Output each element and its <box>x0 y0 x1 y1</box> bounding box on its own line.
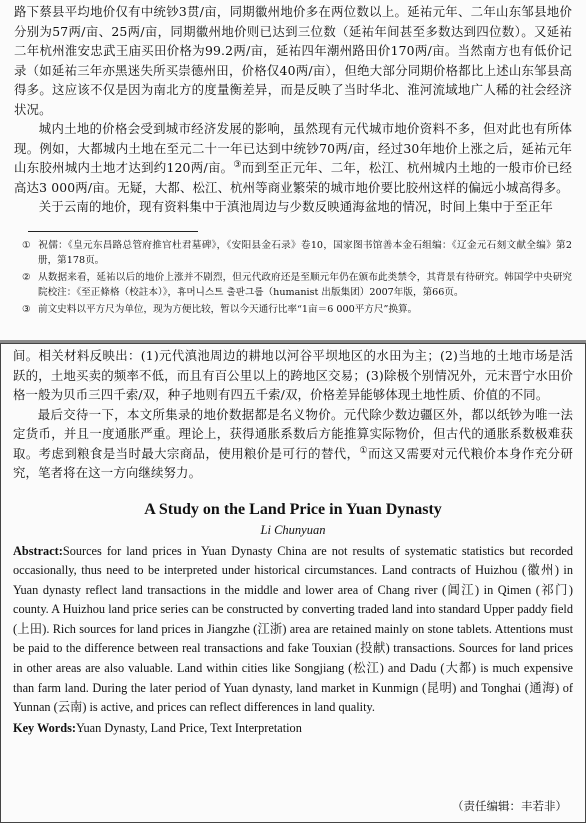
keywords <box>13 718 573 738</box>
abstract <box>13 542 573 718</box>
footnote-1 <box>14 238 572 268</box>
body-paragraph-1: 路下蔡县平均地价仅有中统钞3贯/亩，同期徽州地价多在两位数以上。延祐元年、二年山东邹县地价分别为57两/亩、25两/亩，同期徽州地价则已达到三位数（延祐年间甚至多数达到四位数）。又延祐二年杭州淮安忠武王庙买田价格为99.2两/亩，延祐四年潮州路田价170两/亩。当然南方也有低价记录（如延祐三年亦黑迷失所买崇德州田，价格仅40两/亩），但绝大部分同期价格都比上述山东邹县高得多。这应该不仅是因为南北方的度量衡差异，而是反映了当时华北、淮河流域地广人稀的社会经济状况。 <box>14 4 572 117</box>
footnote-text-2: 从数据来看，延祐以后的地价上涨并不剧烈，但元代政府还是至顺元年仍在颁布此类禁令，其背景有待研究。韩国学中央研究院校注：《至正條格（校註本）》，휴머니스트 출판그룹（humanist 出版集团）2007年版，第66页。 <box>38 271 572 298</box>
english-title: A Study on the Land Price in Yuan Dynasty <box>144 500 442 518</box>
footnote-3 <box>14 302 572 317</box>
footnote-ref-3[interactable]: ③ <box>233 159 242 170</box>
body-paragraph-5 <box>13 405 573 483</box>
footnote-text-1: 祝儒：《皇元东昌路总管府推官杜君墓碑》，《安阳县金石录》卷10，国家图书馆善本金石组编：《辽金元石刻文献全编》第2册，第178页。 <box>38 239 572 266</box>
paragraph-5-tail: 而这又需要对元代粮价本身作充分研究，笔者将在这一方向继续努力。 <box>13 445 574 480</box>
responsible-editor: （责任编辑：丰若非） <box>452 799 567 813</box>
abstract-label: Abstract: <box>13 543 63 558</box>
keywords-text: Yuan Dynasty, Land Price, Text Interpretation <box>75 720 302 735</box>
paragraph-2-tail: 而到至正元年、二年，松江、杭州城内土地的一般市价已经高达3 000两/亩。无疑，大都、松江、杭州等商业繁荣的城市地价要比胶州这样的偏远小城高得多。 <box>14 160 572 195</box>
footnote-divider <box>28 231 198 232</box>
page-top-sheet <box>0 0 586 340</box>
english-author: Li Chunyuan <box>260 522 326 537</box>
footnote-2 <box>14 270 572 300</box>
keywords-label: Key Words: <box>13 720 76 735</box>
paragraph-5-text: 最后交待一下，本文所集录的地价数据都是名义物价。元代除少数边疆区外，都以纸钞为唯一法定货币，并且一度通胀严重。理论上，获得通胀系数后方能推算实际物价，但古代的通胀系数极难获取。考虑到粮食是当时最大宗商品，使用粮价是可行的替代， <box>13 406 573 461</box>
body-paragraph-4: 间。相关材料反映出：(1)元代滇池周边的耕地以河谷平坝地区的水田为主；(2)当地的土地市场是活跃的，土地买卖的频率不低，而且有百公里以上的跨地区交易；(3)除极个别情况外，元末晋宁水田价格一般为贝币三四千索/双，种子地则有四五千索/双，价格差异能够体现土地性质、价值的不同。 <box>13 348 573 402</box>
page-bottom-sheet <box>0 343 586 823</box>
paragraph-2-text: 城内土地的价格会受到城市经济发展的影响，虽然现有元代城市地价资料不多，但对此也有所体现。例如，大都城内土地在至元二十一年已达到中统钞70两/亩，经过30年地价上涨之后，延祐元年山东胶州城内土地才达到约120两/亩。 <box>14 121 572 175</box>
body-paragraph-2 <box>14 119 572 197</box>
abstract-text: Sources for land prices in Yuan Dynasty China are not results of systematic statistics but recorded occasionally, thus need to be interpreted under historical circumstances. Land contracts of Huizhou (徽州) in Yuan dynasty reflect land transactions in the middle and lower area of Chang river (阊江) in Qimen (祁门) county. A Huizhou land price series can be constructed by converting traded land into standard Upper paddy field (上田). Rich sources for land prices in Jiangzhe (江浙) area are retained mainly on stone tablets. Attentions must be paid to the difference between real transactions and fake Touxian (投献) transactions. Sources for land prices in other areas are also valuable. Land within cities like Songjiang (松江) and Dadu (大都) is much expensive than farm land. During the later period of Yuan dynasty, land market in Kunmign (昆明) and Tonghai (通海) of Yunnan (云南) is active, and prices can reflect differences in land quality. <box>13 543 573 715</box>
footnote-text-3: 前文史料以平方尺为单位，现为方便比较，暂以今天通行比率“1亩＝6 000平方尺”换算。 <box>38 303 418 315</box>
body-paragraph-3: 关于云南的地价，现有资料集中于滇池周边与少数反映通海盆地的情况，时间上集中于至正年 <box>38 199 553 214</box>
footnote-ref-1[interactable]: ① <box>359 445 368 456</box>
footnote-mark-3: ③ <box>22 303 31 315</box>
footnote-mark-1: ① <box>22 239 31 251</box>
footnote-mark-2: ② <box>22 271 31 283</box>
